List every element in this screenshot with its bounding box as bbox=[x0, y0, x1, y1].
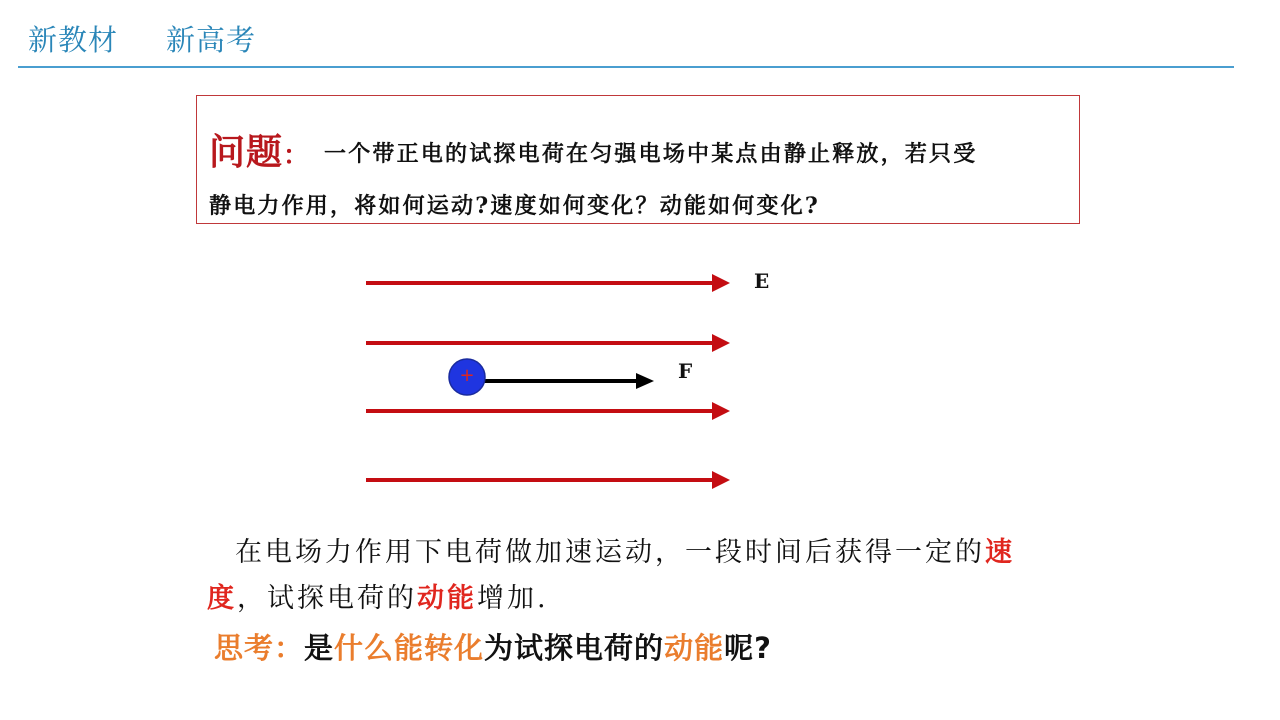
force-label-f: F bbox=[678, 359, 693, 383]
think-label: 思考： bbox=[214, 631, 305, 665]
answer-speed-2: 度 bbox=[207, 583, 237, 614]
think-what: 什么能转化 bbox=[334, 631, 485, 665]
header-left: 新教材 bbox=[28, 23, 119, 57]
question-text-line2: 静电力作用，将如何运动?速度如何变化？动能如何变化? bbox=[209, 193, 820, 219]
answer-kinetic: 动能 bbox=[417, 583, 477, 614]
field-line-4 bbox=[366, 471, 730, 489]
field-line-3 bbox=[366, 402, 730, 420]
charge-sign: + bbox=[459, 365, 475, 386]
field-line-1 bbox=[366, 274, 730, 292]
force-arrow bbox=[484, 373, 654, 389]
header-right: 新高考 bbox=[166, 23, 257, 57]
field-label-e: E bbox=[754, 269, 770, 293]
field-line-2 bbox=[366, 334, 730, 352]
question-text-line1: 一个带正电的试探电荷在匀强电场中某点由静止释放，若只受 bbox=[324, 141, 978, 167]
answer-speed-1: 速 bbox=[985, 537, 1015, 568]
think-kinetic: 动能 bbox=[664, 631, 725, 665]
answer-paragraph: 在电场力作用下电荷做加速运动，一段时间后获得一定的速 度，试探电荷的动能增加. bbox=[207, 537, 1015, 614]
think-question: 思考：是什么能转化为试探电荷的动能呢? bbox=[214, 631, 772, 665]
question-label: 问题： bbox=[209, 131, 311, 173]
positive-charge bbox=[449, 359, 485, 395]
